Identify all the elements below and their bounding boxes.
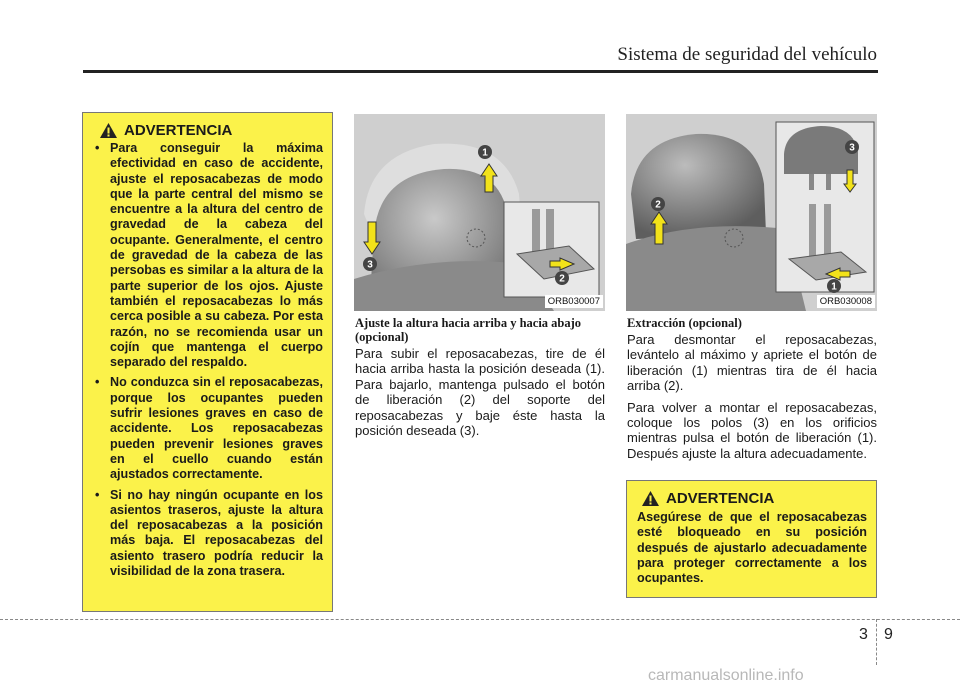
warning-heading: [99, 122, 323, 139]
header-rule: [83, 70, 878, 73]
callout-2: 2: [559, 273, 565, 285]
figure-headrest-removal: [626, 114, 877, 311]
paragraph: Para subir el reposacabezas, tire de él hacia arriba hasta la posición deseada (1). Para bajarlo, mantenga pulsado el botón de liberación (2) del soporte del reposacabezas y baje éste hasta la posición deseada (3).: [355, 346, 605, 439]
callout-1: 1: [482, 147, 488, 159]
body-adjust: [355, 346, 605, 444]
warning-list: [91, 141, 323, 579]
paragraph: Para volver a montar el reposacabezas, coloque los polos (3) en los orificios mientras pulsa el botón de liberación (1). Después ajuste la altura adecuadamente.: [627, 399, 877, 461]
warning-text: Asegúrese de que el reposacabezas esté bloqueado en su posición después de ajustarlo adecuadamente para proteger correctamente a los ocupantes.: [637, 510, 867, 586]
chapter-number: 3: [859, 626, 868, 643]
body-remove: [627, 332, 877, 467]
figure-code: ORB030007: [545, 295, 603, 308]
warning-item: • Si no hay ningún ocupante en los asientos traseros, ajuste la altura del reposacabezas a la posición más baja. El reposacabezas del asiento trasero podría reducir la visibilidad de la zona trasera.: [91, 488, 323, 580]
warning-box-right: [626, 480, 877, 598]
footer-divider-vertical: [876, 619, 877, 665]
warning-title: ADVERTENCIA: [124, 122, 233, 139]
warning-heading: [641, 490, 867, 507]
warning-item: • No conduzca sin el reposacabezas, porque los ocupantes pueden sufrir lesiones graves en caso de accidente. Los reposacabezas pueden prevenir lesiones graves en el cuello cuando están ajustados correctamente.: [91, 375, 323, 482]
headrest-adjust-illustration: [354, 114, 605, 311]
section-title: Sistema de seguridad del vehículo: [617, 44, 877, 65]
warning-triangle-icon: [99, 122, 118, 139]
warning-triangle-icon: [641, 490, 660, 507]
callout-3: 3: [367, 259, 373, 271]
callout-3: 3: [849, 142, 855, 154]
paragraph: Para desmontar el reposacabezas, levántelo al máximo y apriete el botón de liberación (1) mientras tira de él hacia arriba (2).: [627, 332, 877, 394]
figure-code: ORB030008: [817, 295, 875, 308]
footer-divider: [0, 619, 960, 620]
watermark: carmanualsonline.info: [648, 667, 804, 684]
warning-title: ADVERTENCIA: [666, 490, 775, 507]
page-number: 9: [884, 626, 893, 643]
warning-item: • Para conseguir la máxima efectividad en caso de accidente, ajuste el reposacabezas de modo que la parte central del mismo se encuentre a la altura del centro de gravedad de la cabeza del ocupante. Generalmente, el centro de gravedad de la cabeza de las persobas es similar a la altura de la parte superior de los ojos. Ajuste también el reposacabezas lo más cerca posible a su cabeza. Por esta razón, no se recomienda usar un cojín que mantenga el cuerpo separado del respaldo.: [91, 141, 323, 370]
caption-remove: Extracción (opcional): [627, 316, 742, 330]
headrest-removal-illustration: [626, 114, 877, 311]
callout-1: 1: [831, 281, 837, 293]
caption-adjust: Ajuste la altura hacia arriba y hacia abajo (opcional): [355, 316, 582, 344]
warning-box-left: [82, 112, 333, 612]
figure-headrest-adjust: [354, 114, 605, 311]
callout-2: 2: [655, 199, 661, 211]
